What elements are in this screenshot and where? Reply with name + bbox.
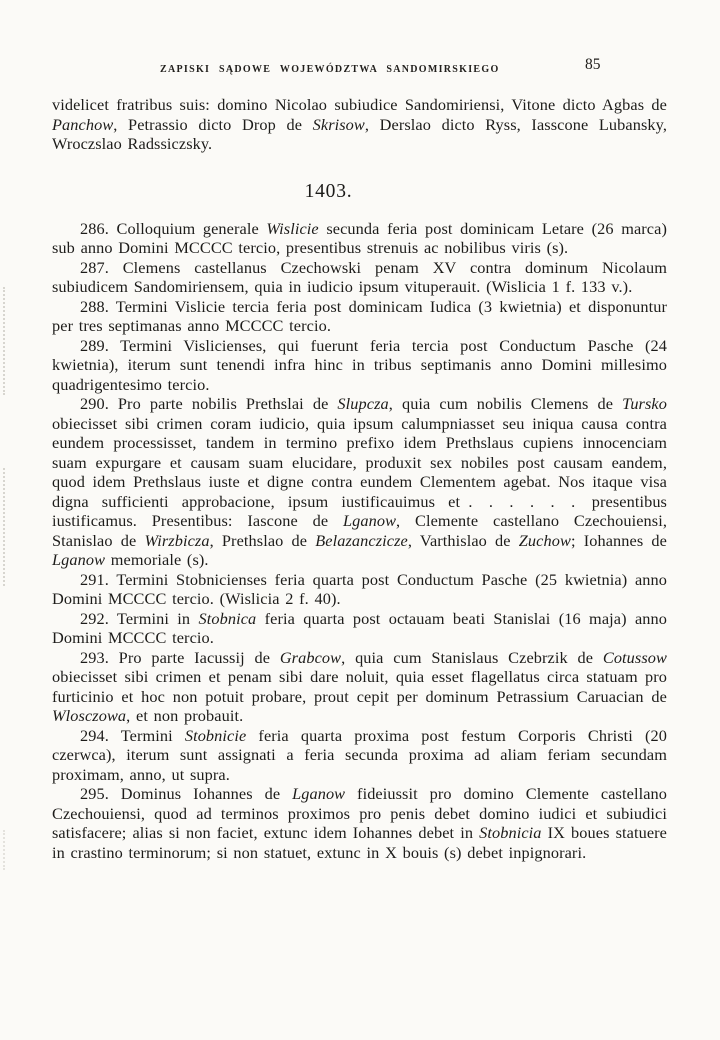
text-run: 292. Termini in: [80, 608, 199, 628]
text-run: IX boues statuere in crastino terminorum; si non statuet, extunc in X bouis (s) debet inpignorari.: [52, 823, 667, 862]
place-name-italic: Stobnicia: [479, 823, 542, 842]
place-name-italic: Wislicie: [266, 218, 319, 238]
text-run: ; Iohannes de: [570, 530, 667, 550]
text-run: secunda feria post dominicam Letare (26 marca) sub anno Domini MCCCC tercio, presentibus strenuis ac nobilibus viris (s).: [52, 218, 667, 257]
text-run: videlicet fratribus suis: domino Nicolao subiudice Sandomiriensi, Vitone dicto Agbas de: [52, 95, 667, 114]
place-name-italic: Wirzbicza: [144, 530, 210, 550]
text-run: , quia cum nobilis Clemens de: [388, 394, 623, 413]
place-name-italic: Lganow: [52, 550, 106, 569]
entry-paragraph-287: [52, 258, 667, 297]
running-header-title: ZAPISKI SĄDOWE WOJEWÓDZTWA SANDOMIRSKIEGO: [160, 64, 500, 75]
year-heading: 1403.: [304, 180, 353, 202]
text-run: 287. Clemens castellanus Czechowski penam XV contra dominum Nicolaum subiudicem Sandomiriensem, quia in iudicio ipsum vituperauit. (Wislicia 1 f. 133 v.).: [52, 257, 667, 296]
place-name-italic: Stobnica: [198, 608, 257, 628]
entries-container: [52, 219, 667, 863]
text-run: , Clemente castellano Czechouiensi, Stanislao de: [52, 511, 668, 550]
entry-paragraph-286: [52, 219, 667, 258]
entry-paragraph-290: [52, 394, 667, 570]
text-run: 293. Pro parte Iacussij de: [80, 647, 280, 667]
text-run: 286. Colloquium generale: [80, 218, 267, 238]
text-run: obiecisset sibi crimen et penam sibi dare noluit, quia esset flagellatus circa statuam pro furticinio et hoc non potuit probare, prout cepit per dominum Petrassium Caruacian de: [52, 667, 667, 706]
place-name-italic: Lganow: [342, 511, 397, 530]
text-run: , et non probauit.: [126, 706, 244, 725]
text-run: 295. Dominus Iohannes de: [80, 784, 293, 803]
entry-paragraph-289: [52, 336, 667, 395]
entry-paragraph-288: [52, 297, 667, 336]
text-run: , Derslao dicto Ryss, Iasscone Lubansky, Wroczslao Radssiczsky.: [52, 114, 667, 153]
text-run: obiecisset sibi crimen coram iudicio, quia ipsum calumpniasset seu iniqua causa contra eundem processisset, tandem in termino prefixo idem Prethslaus cupiens innocenciam suam expurgare et causam suam elucidare, produxit sex nobiles post causam eandem, quod idem Prethslaus iuste et digne contra eundem Clementem agebat. Nos itaque visa digna sufficienti approbacione, ipsum iustificauimus et . . . . . . presentibus iustificamus. Presentibus: Iascone de: [52, 413, 667, 530]
text-run: fideiussit pro domino Clemente castellano Czechouiensi, quod ad terminos proximos pro penis debet domino iudici et subiudici satisfacere; alias si non faciet, extunc idem Iohannes debet in: [52, 784, 667, 842]
entry-paragraph-295: [52, 784, 667, 862]
text-run: feria quarta proxima post festum Corporis Christi (20 czerwca), iterum sunt assignati a feria secunda proxima ad aliam feriam secundam proximam, anno, ut supra.: [52, 725, 668, 784]
entry-paragraph-292: [52, 609, 667, 648]
text-run: memoriale (s).: [105, 550, 209, 569]
text-run: feria quarta post octauam beati Stanislai (16 maja) anno Domini MCCCC tercio.: [52, 608, 667, 647]
place-name-italic: Panchow: [52, 114, 114, 134]
text-run: , Petrassio dicto Drop de: [113, 114, 313, 134]
text-run: , Prethslao de: [209, 530, 316, 550]
entry-paragraph-294: [52, 726, 667, 785]
place-name-italic: Grabcow: [279, 647, 342, 667]
place-name-italic: Cotussow: [602, 647, 667, 667]
entry-paragraph-291: [52, 570, 667, 609]
text-run: 289. Termini Vislicienses, qui fuerunt feria tercia post Conductum Pasche (24 kwietnia), iterum sunt tenendi infra hinc in tribus septimanis anno Domini millesimo quadrigentesimo tercio.: [52, 335, 667, 394]
intro-paragraph: [52, 95, 667, 154]
text-run: 294. Termini: [80, 725, 185, 745]
scan-artifact: [3, 468, 5, 586]
text-run: , Varthislao de: [407, 530, 519, 550]
place-name-italic: Skrisow: [312, 114, 365, 134]
place-name-italic: Wlosczowa: [52, 706, 127, 725]
page-body: [52, 95, 667, 862]
page-number: 85: [585, 56, 601, 73]
place-name-italic: Slupcza: [337, 394, 389, 413]
text-run: 291. Termini Stobnicienses feria quarta post Conductum Pasche (25 kwietnia) anno Domini MCCCC tercio. (Wislicia 2 f. 40).: [52, 569, 667, 608]
place-name-italic: Zuchow: [518, 530, 571, 550]
scan-artifact: [3, 830, 5, 870]
text-run: , quia cum Stanislaus Czebrzik de: [341, 647, 603, 667]
text-run: 290. Pro parte nobilis Prethslai de: [80, 394, 338, 413]
entry-paragraph-293: [52, 648, 667, 726]
scan-artifact: [3, 287, 5, 395]
place-name-italic: Belazanczicze: [315, 530, 408, 550]
place-name-italic: Stobnicie: [184, 725, 247, 745]
place-name-italic: Tursko: [622, 394, 667, 413]
text-run: 288. Termini Vislicie tercia feria post dominicam Iudica (3 kwietnia) et disponuntur per tres septimanas anno MCCCC tercio.: [52, 296, 667, 335]
place-name-italic: Lganow: [292, 784, 346, 803]
